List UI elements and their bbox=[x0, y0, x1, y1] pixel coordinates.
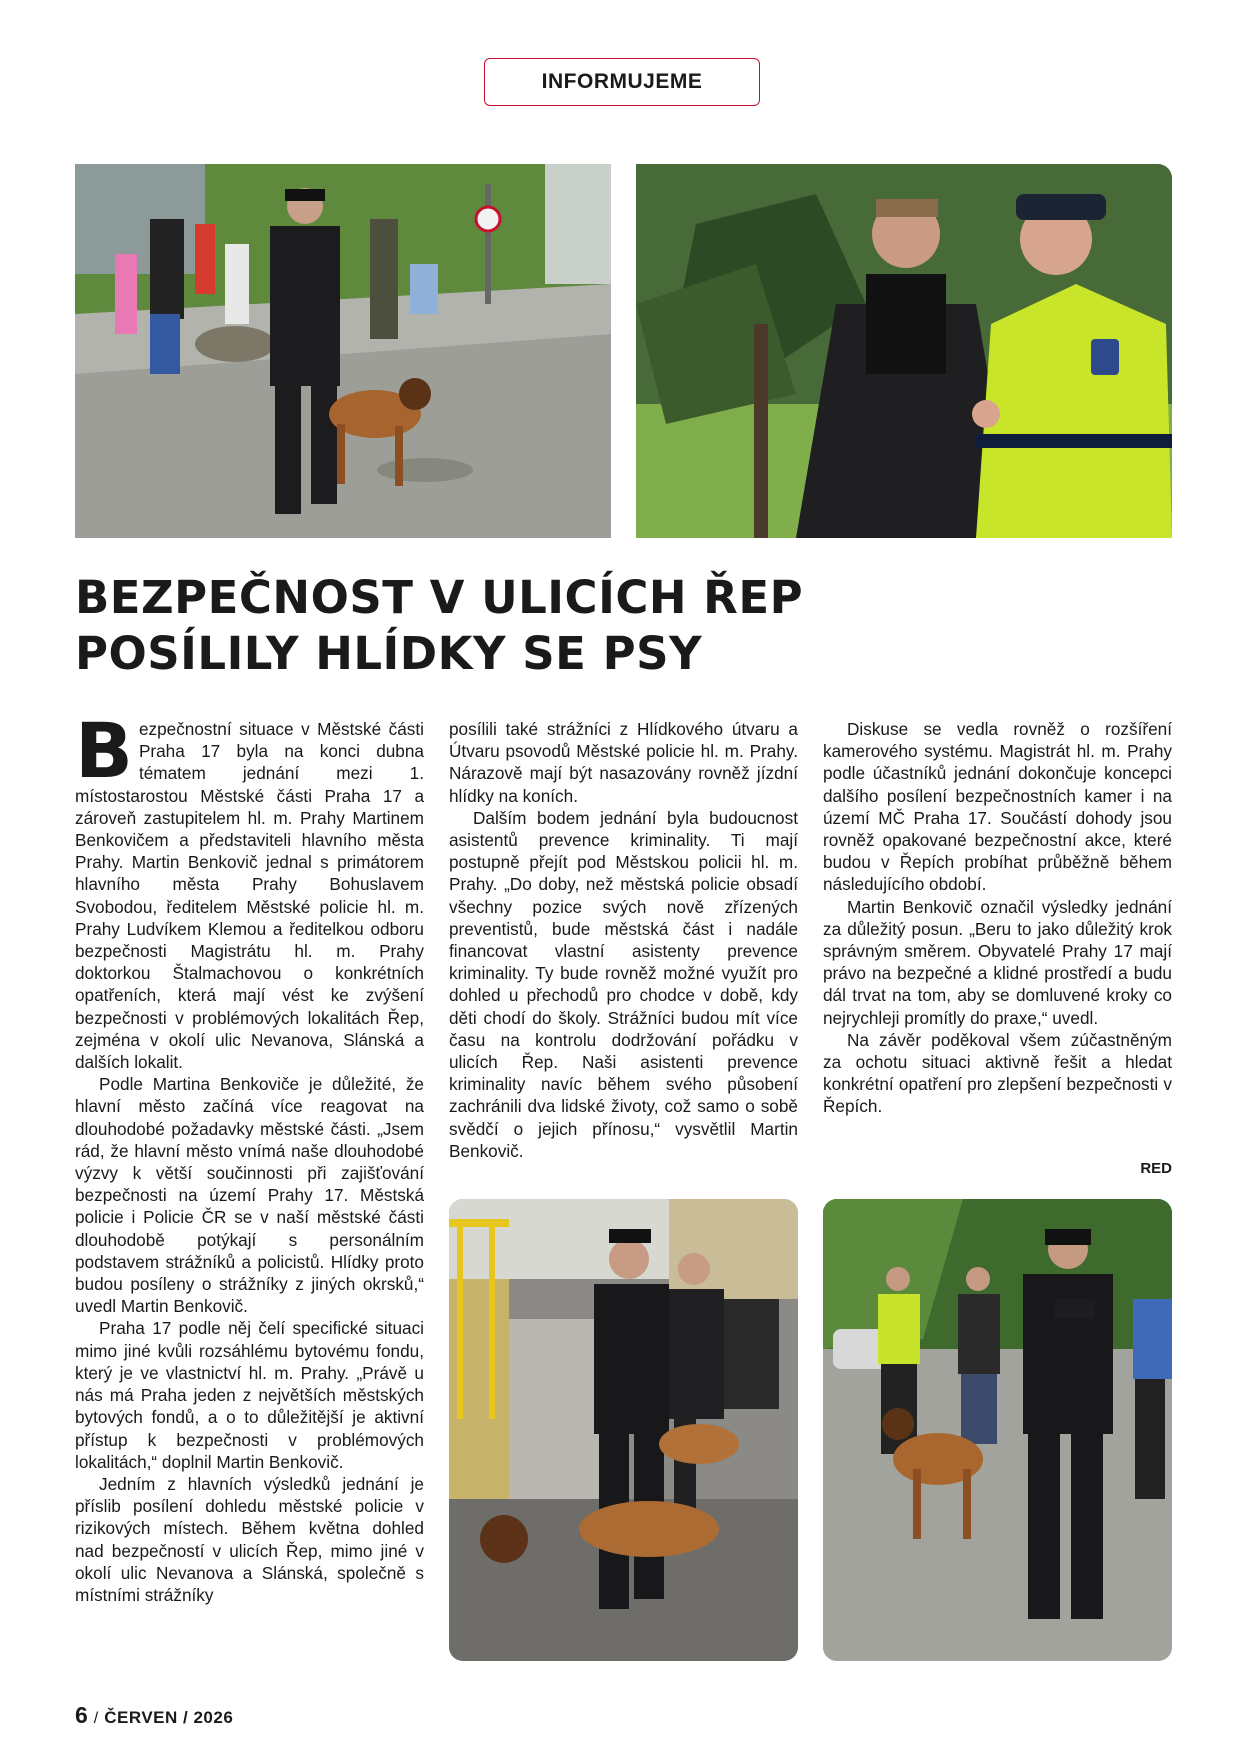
article-column-1 bbox=[75, 706, 424, 1606]
page-footer bbox=[75, 1702, 233, 1729]
dropcap: B bbox=[75, 706, 133, 795]
article-paragraph: Dalším bodem jednání byla budoucnost asistentů prevence kriminality. Ti mají postupně přejít pod Městskou policii hl. m. Prahy. „Do doby, než městská policie obsadí všechny pozice svých nově zřízených preventistů, bude městská část i nadále financovat vlastní asistenty prevence kriminality. Ty bude rovněž možné využít pro dohled u přechodů pro chodce v době, kdy děti chodí do školy. Strážníci budou mít více času na kontrolu dodržování pořádku v ulicích Řep. Naši asistenti prevence kriminality navíc během svého působení zachránili dva lidské životy, což samo o sobě svědčí o jejich přínosu,“ vysvětlil Martin Benkovič. bbox=[449, 807, 798, 1161]
photo-benkovic-with-officer bbox=[636, 164, 1172, 538]
headline-line-2: POSÍLILY HLÍDKY SE PSY bbox=[75, 627, 703, 680]
article-paragraph: posílili také strážníci z Hlídkového útvaru a Útvaru psovodů Městské policie hl. m. Prahy. Nárazově mají být nasazovány rovněž jízdní hlídky na koních. bbox=[449, 719, 798, 806]
headline-line-1: BEZPEČNOST V ULICÍCH ŘEP bbox=[75, 571, 804, 624]
photo-patrol-walking-with-dog bbox=[823, 1199, 1172, 1661]
photo-officer-with-dog-street bbox=[75, 164, 611, 538]
article-paragraph: Na závěr poděkoval všem zúčastněným za ochotu situaci aktivně řešit a hledat konkrétní opatření pro zlepšení bezpečnosti v Řepích. bbox=[823, 1029, 1172, 1117]
article-author: RED bbox=[1140, 1160, 1172, 1177]
footer-separator: / bbox=[93, 1710, 99, 1727]
article-headline bbox=[75, 570, 1175, 682]
article-paragraph: Jedním z hlavních výsledků jednání je příslib posílení dohledu městské policie v rizikových místech. Během května dohled nad bezpečností v ulicích Řep, mimo jiné v okolí ulic Nevanova a Slánská, společně s místními strážníky bbox=[75, 1473, 424, 1605]
article-column-3 bbox=[823, 718, 1172, 1118]
section-tag: INFORMUJEME bbox=[484, 58, 760, 106]
paragraph-text: ezpečnostní situace v Městské části Praha 17 byla na konci dubna tématem jednání mezi 1. místostarostou Městské části Praha 17 a zároveň zastupitelem hl. m. Prahy Martinem Benkovičem a představiteli hlavního města Prahy. Martin Benkovič jednal s primátorem hlavního města Prahy Bohuslavem Svobodou, ředitelem Městské policie hl. m. Prahy Ludvíkem Klemou a ředitelkou odboru bezpečnosti Magistrátu hl. m. Prahy doktorkou Štalmachovou o konkrétních opatřeních, která mají vést ke zvýšení bezpečnosti v problémových lokalitách Řep, zejména v okolí ulic Nevanova, Slánská a dalších lokalit. bbox=[75, 719, 424, 1073]
article-lead-paragraph bbox=[75, 706, 424, 1073]
page-number: 6 bbox=[75, 1702, 88, 1728]
article-paragraph: Diskuse se vedla rovněž o rozšíření kamerového systému. Magistrát hl. m. Prahy podle účastníků jednání dokončuje koncepci dalšího posílení bezpečnostních kamer i na území MČ Praha 17. Součástí dohody jsou rovněž opakované bezpečnostní akce, které budou v Řepích probíhat průběžně během následujícího období. bbox=[823, 719, 1172, 895]
photo-officers-with-dogs-stairs bbox=[449, 1199, 798, 1661]
article-paragraph: Podle Martina Benkoviče je důležité, že hlavní město začíná více reagovat na dlouhodobé požadavky městské části. „Jsem rád, že hlavní město vnímá naše dlouhodobé výzvy k větší součinnosti při zajišťování bezpečnosti na území Prahy 17. Městská policie i Policie ČR se v naší městské části dlouhodobě potýkají s personálním podstavem strážníků a policistů. Hlídky proto budou posíleny o strážníky z jiných okrsků,“ uvedl Martin Benkovič. bbox=[75, 1074, 424, 1317]
article-paragraph: Martin Benkovič označil výsledky jednání za důležitý posun. „Beru to jako důležitý krok správným směrem. Obyvatelé Prahy 17 mají právo na bezpečné a klidné prostředí a budu dál trvat na tom, aby se domluvené kroky co nejrychleji promítly do praxe,“ uvedl. bbox=[823, 896, 1172, 1028]
article-column-2 bbox=[449, 718, 798, 1162]
article-paragraph: Praha 17 podle něj čelí specifické situaci mimo jiné kvůli rozsáhlému bytovému fondu, který je ve vlastnictví hl. m. Prahy. „Právě u nás má Praha jeden z největších městských bytových fondů, a o to důležitější je aktivní přístup k bezpečnosti v problémových lokalitách,“ doplnil Martin Benkovič. bbox=[75, 1318, 424, 1472]
issue-date: ČERVEN / 2026 bbox=[104, 1708, 234, 1727]
